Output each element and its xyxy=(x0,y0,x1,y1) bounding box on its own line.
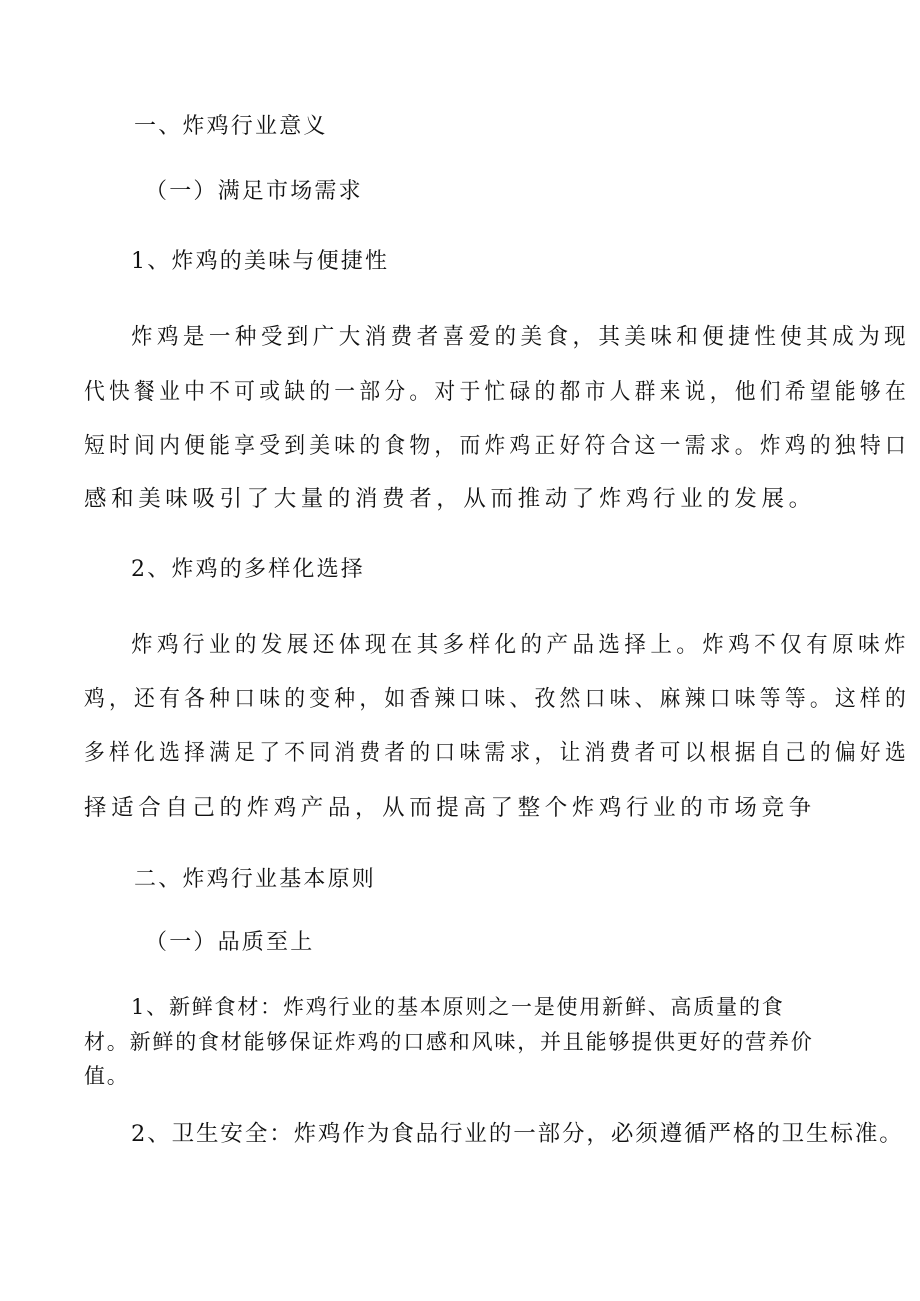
paragraph-line: 炸鸡行业的发展还体现在其多样化的产品选择上。炸鸡不仅有原味炸 xyxy=(131,632,911,658)
paragraph-line: 2、卫生安全：炸鸡作为食品行业的一部分，必须遵循严格的卫生标准。 xyxy=(131,1121,904,1147)
paragraph-line: 材。新鲜的食材能够保证炸鸡的口感和风味，并且能够提供更好的营养价 xyxy=(84,1030,814,1054)
item-heading-1: 1、炸鸡的美味与便捷性 xyxy=(131,249,390,274)
paragraph-line: 炸鸡是一种受到广大消费者喜爱的美食，其美味和便捷性使其成为现 xyxy=(131,324,911,350)
paragraph-line: 值。 xyxy=(84,1064,130,1088)
subsection-heading-2: （一）品质至上 xyxy=(145,930,315,955)
paragraph-line: 择适合自己的炸鸡产品，从而提高了整个炸鸡行业的市场竞争 xyxy=(84,795,816,821)
paragraph-line: 1、新鲜食材：炸鸡行业的基本原则之一是使用新鲜、高质量的食 xyxy=(131,995,785,1019)
section-heading-2: 二、炸鸡行业基本原则 xyxy=(134,867,377,892)
subsection-heading-1: （一）满足市场需求 xyxy=(145,179,363,204)
paragraph-line: 鸡，还有各种口味的变种，如香辣口味、孜然口味、麻辣口味等等。这样的 xyxy=(84,686,910,712)
paragraph-line: 多样化选择满足了不同消费者的口味需求，让消费者可以根据自己的偏好选 xyxy=(84,740,910,766)
paragraph-line: 短时间内便能享受到美味的食物，而炸鸡正好符合这一需求。炸鸡的独特口 xyxy=(84,433,910,459)
item-heading-2: 2、炸鸡的多样化选择 xyxy=(131,557,365,582)
paragraph-line: 代快餐业中不可或缺的一部分。对于忙碌的都市人群来说，他们希望能够在 xyxy=(84,379,910,405)
section-heading-1: 一、炸鸡行业意义 xyxy=(134,114,328,139)
paragraph-line: 感和美味吸引了大量的消费者，从而推动了炸鸡行业的发展。 xyxy=(84,486,816,512)
